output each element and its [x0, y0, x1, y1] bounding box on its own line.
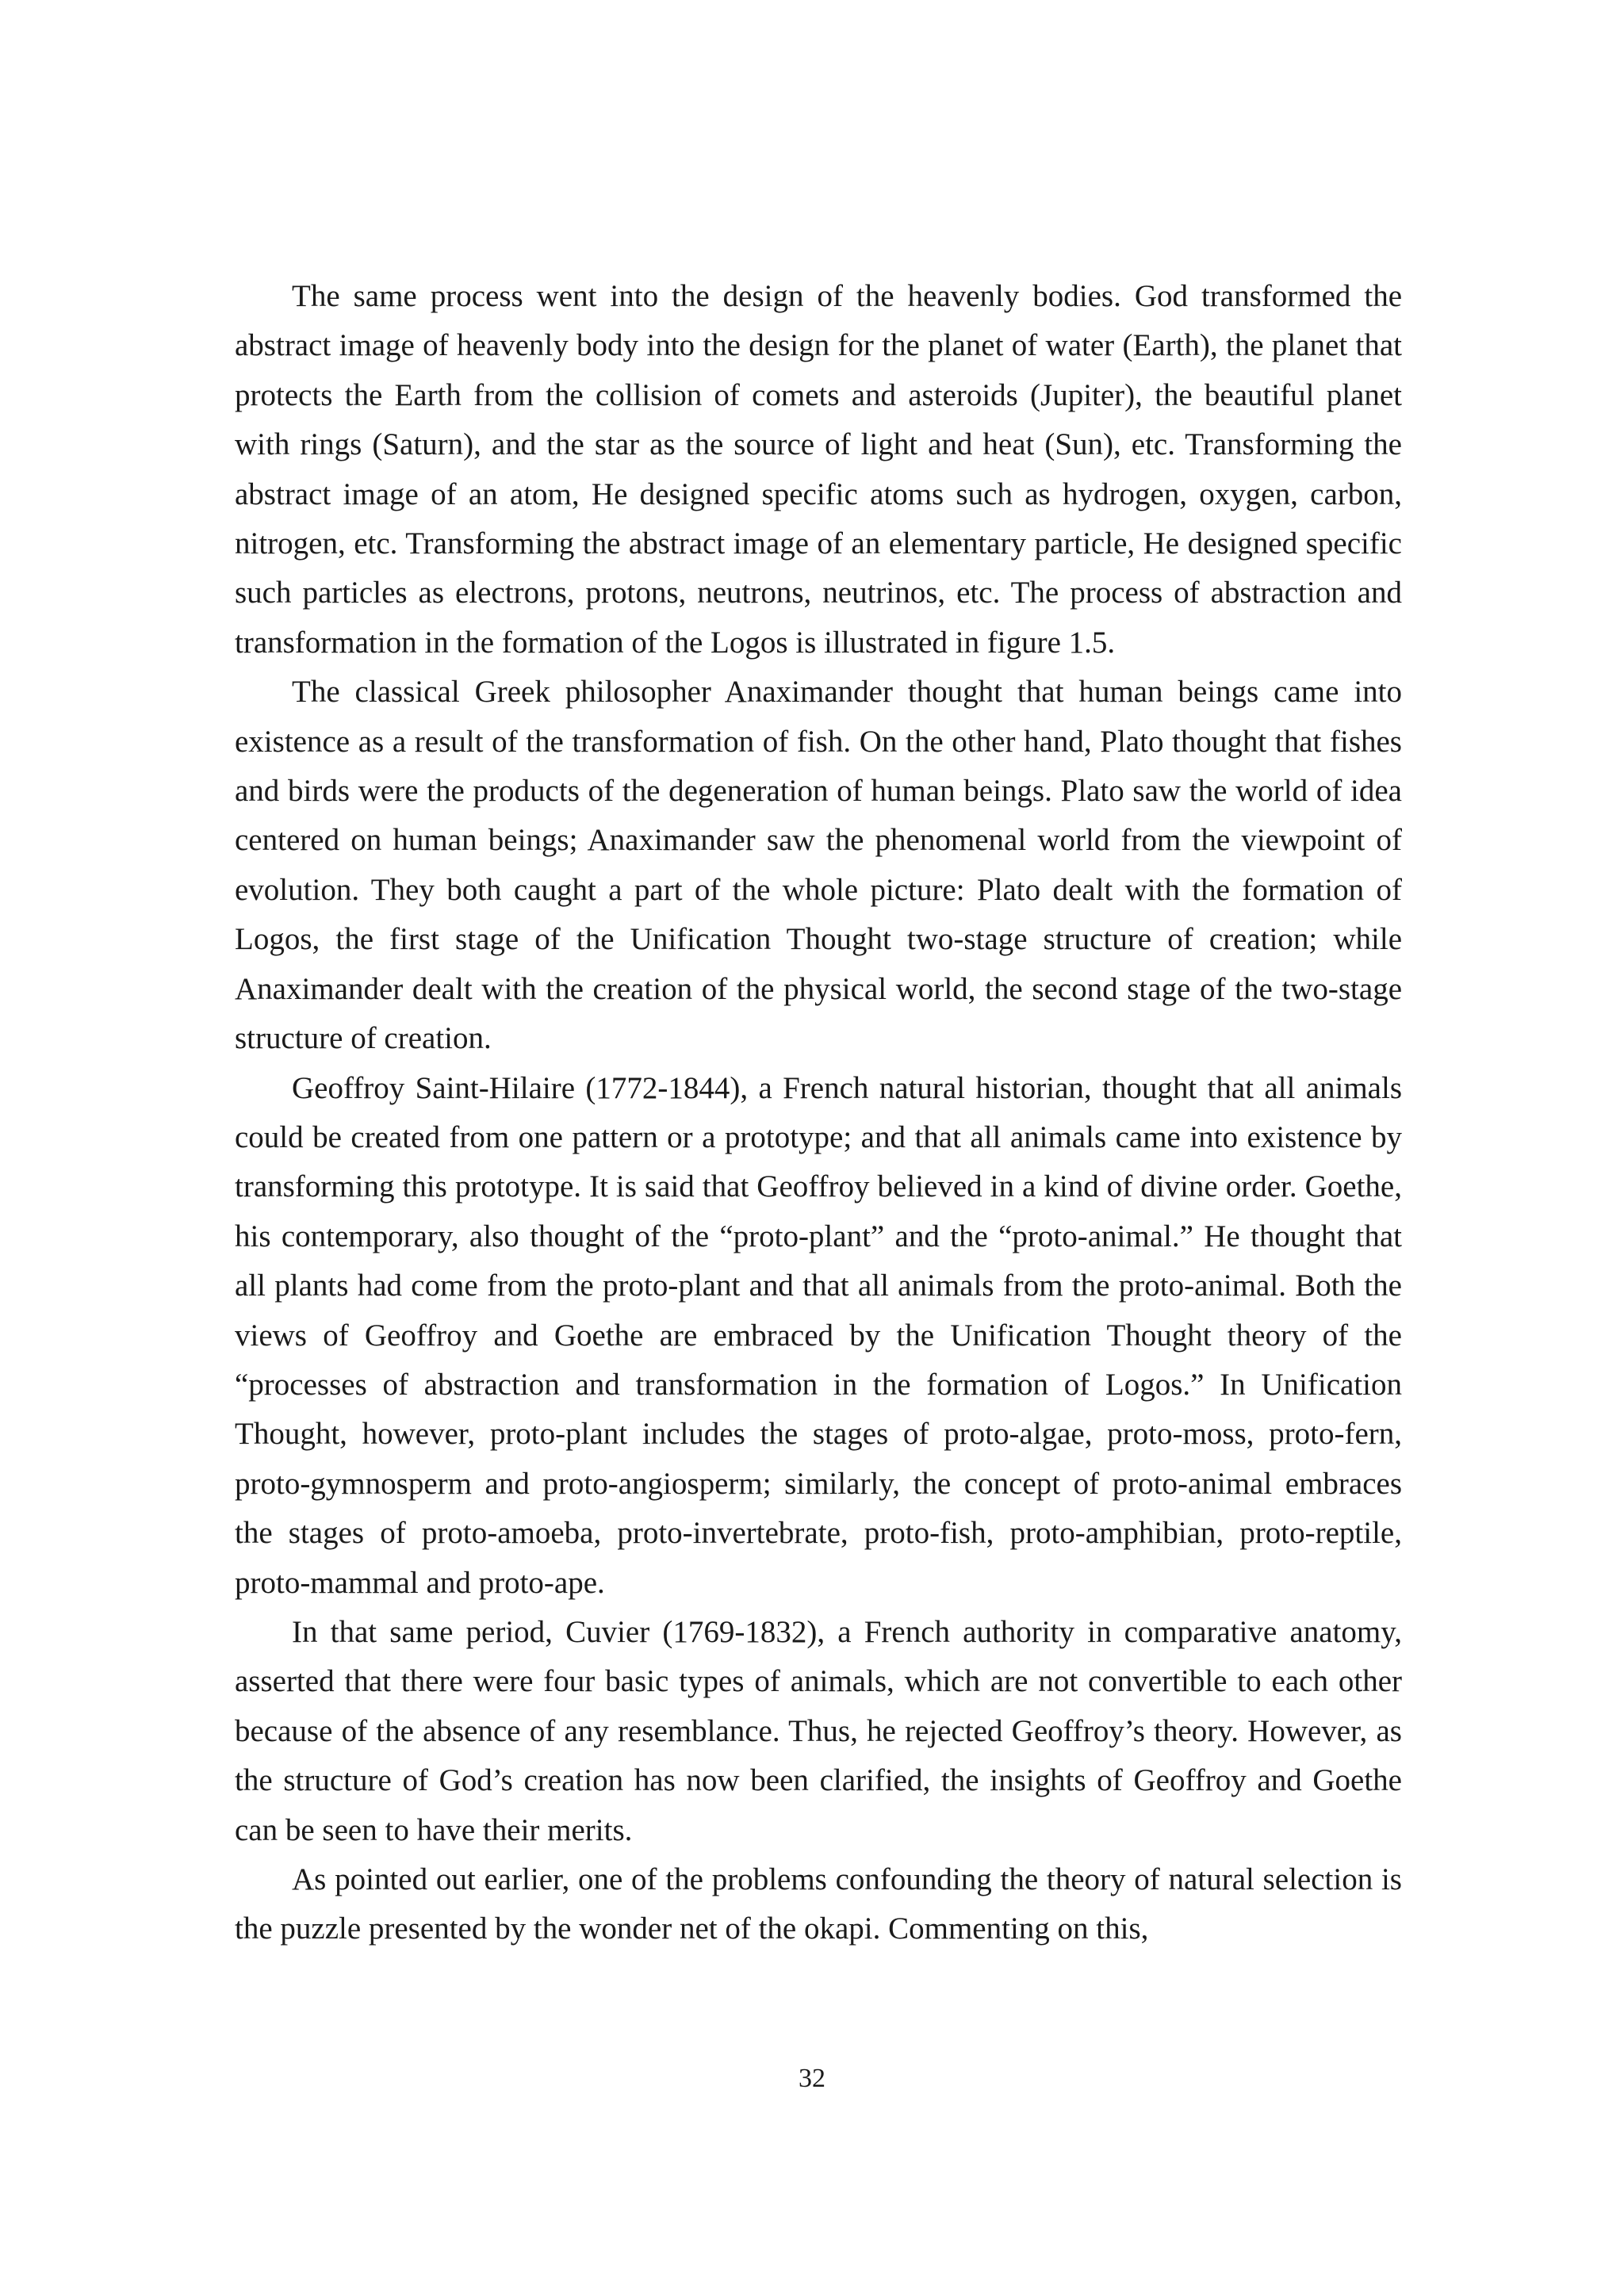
- paragraph-cuvier: In that same period, Cuvier (1769-1832), a French authority in comparative anatomy, asserted that there were four basic types of animals, which are not convertible to each other because of the absence of any resemblance. Thus, he rejected Geoffroy’s theory. However, as the structure of God’s creation has now been clarified, the insights of Geoffroy and Goethe can be seen to have their merits.: [235, 1614, 1402, 1847]
- paragraph-geoffroy-goethe: Geoffroy Saint-Hilaire (1772-1844), a French natural historian, thought that all animals could be created from one pattern or a prototype; and that all animals came into existence by transforming this prototype. It is said that Geoffroy believed in a kind of divine order. Goethe, his contemporary, also thought of the “proto-plant” and the “proto-animal.” He thought that all plants had come from the proto-plant and that all animals from the proto-animal. Both the views of Geoffroy and Goethe are embraced by the Unification Thought theory of the “processes of abstraction and transformation in the formation of Logos.” In Unification Thought, however, proto-plant includes the stages of proto-algae, proto-moss, proto-fern, proto-gymnosperm and proto-angiosperm; similarly, the concept of proto-animal embraces the stages of proto-amoeba, proto-invertebrate, proto-fish, proto-amphibian, proto-reptile, proto-mammal and proto-ape.: [235, 1070, 1402, 1600]
- paragraph-anaximander-plato: The classical Greek philosopher Anaximander thought that human beings came into existence as a result of the transformation of fish. On the other hand, Plato thought that fishes and birds were the products of the degeneration of human beings. Plato saw the world of idea centered on human beings; Anaximander saw the phenomenal world from the viewpoint of evolution. They both caught a part of the whole picture: Plato dealt with the formation of Logos, the first stage of the Unification Thought two-stage structure of creation; while Anaximander dealt with the creation of the physical world, the second stage of the two-stage structure of creation.: [235, 675, 1402, 1056]
- paragraph-heavenly-bodies: The same process went into the design of the heavenly bodies. God transformed the abstract image of heavenly body into the design for the planet of water (Earth), the planet that protects the Earth from the collision of comets and asteroids (Jupiter), the beautiful planet with rings (Saturn), and the star as the source of light and heat (Sun), etc. Transforming the abstract image of an atom, He designed specific atoms such as hydrogen, oxygen, carbon, nitrogen, etc. Transforming the abstract image of an elementary particle, He designed specific such particles as electrons, protons, neutrons, neutrinos, etc. The process of abstraction and transformation in the formation of the Logos is illustrated in figure 1.5.: [235, 279, 1402, 660]
- paragraph-okapi: As pointed out earlier, one of the problems confounding the theory of natural selection is the puzzle presented by the wonder net of the okapi. Commenting on this,: [235, 1862, 1402, 1946]
- body-text: [235, 272, 1402, 1954]
- page-number: 32: [799, 2064, 825, 2093]
